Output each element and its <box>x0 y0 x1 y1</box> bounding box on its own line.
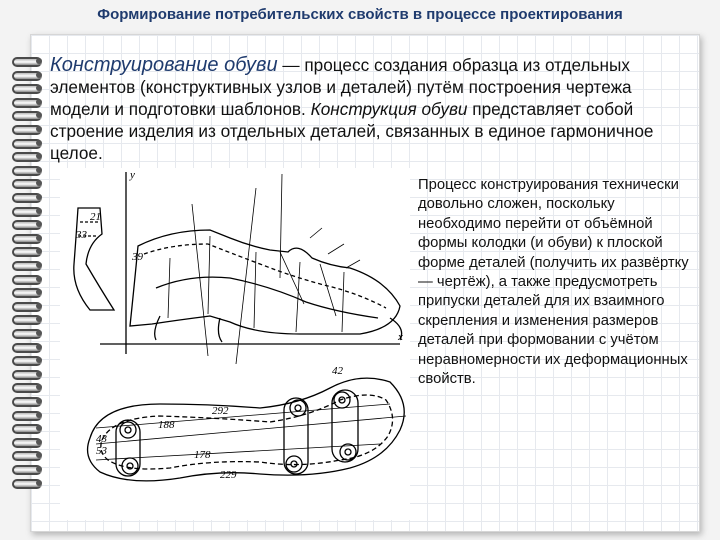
spiral-ring <box>8 301 46 311</box>
spiral-ring <box>8 382 46 392</box>
spiral-ring <box>8 478 46 488</box>
dim-label: 53 <box>96 445 107 457</box>
spiral-ring <box>8 355 46 365</box>
spiral-ring <box>8 151 46 161</box>
spiral-ring <box>8 328 46 338</box>
process-description: Процесс конструирования технически довольно сложен, поскольку необходимо перейти от объёмной формы колодки (и обуви) к плоской форме деталей (получить их развёртку — чертёж), а также предусмотреть припуски деталей для их взаимного скрепления и изменения размеров деталей при формовании с учётом неравномерности их деформационных свойств. <box>418 177 689 388</box>
heel-counter-pattern <box>74 208 114 310</box>
dim-label: 33 <box>76 229 87 241</box>
spiral-ring <box>8 138 46 148</box>
spiral-ring <box>8 206 46 216</box>
axis-label: x <box>398 331 403 343</box>
spiral-ring <box>8 56 46 66</box>
spiral-ring <box>8 233 46 243</box>
spiral-ring <box>8 178 46 188</box>
axis-label: y <box>130 169 135 181</box>
notebook-spiral-binding <box>8 56 48 496</box>
spiral-ring <box>8 287 46 297</box>
spiral-ring <box>8 314 46 324</box>
spiral-ring <box>8 219 46 229</box>
dim-label: 229 <box>220 469 237 481</box>
dim-label: 292 <box>212 405 229 417</box>
spiral-ring <box>8 464 46 474</box>
spiral-ring <box>8 97 46 107</box>
second-definition: представляет собой строение изделия из отдельных деталей, связанных в единое гармоничное целое. <box>50 99 654 163</box>
spiral-ring <box>8 246 46 256</box>
lead-term: Конструирование обуви <box>50 54 278 76</box>
spiral-ring <box>8 410 46 420</box>
spiral-ring <box>8 192 46 202</box>
spiral-ring <box>8 342 46 352</box>
spiral-ring <box>8 437 46 447</box>
shoe-pattern-drawing <box>60 168 410 520</box>
spiral-ring <box>8 124 46 134</box>
spiral-ring <box>8 423 46 433</box>
intro-paragraph <box>50 54 690 164</box>
spiral-ring <box>8 450 46 460</box>
dim-label: 43 <box>96 433 107 445</box>
dim-label: 39 <box>132 251 143 263</box>
spiral-ring <box>8 260 46 270</box>
spiral-ring <box>8 110 46 120</box>
dim-label: 178 <box>194 449 211 461</box>
dim-label: 21 <box>90 211 101 223</box>
spiral-ring <box>8 70 46 80</box>
upper-outline <box>130 230 400 334</box>
spiral-ring <box>8 369 46 379</box>
spiral-ring <box>8 165 46 175</box>
spiral-ring <box>8 396 46 406</box>
lead-definition: — процесс создания образца из отдельных элементов (конструктивных узлов и деталей) путём построения чертежа модели и подготовки шаблонов. <box>50 55 632 119</box>
dim-label: 188 <box>158 419 175 431</box>
dim-label: 42 <box>332 365 343 377</box>
slide-title: Формирование потребительских свойств в процессе проектирования <box>97 6 623 23</box>
spiral-ring <box>8 274 46 284</box>
sole-outline <box>88 378 405 481</box>
second-term: Конструкция обуви <box>310 99 468 119</box>
spiral-ring <box>8 83 46 93</box>
shoe-pattern-svg <box>60 168 410 520</box>
